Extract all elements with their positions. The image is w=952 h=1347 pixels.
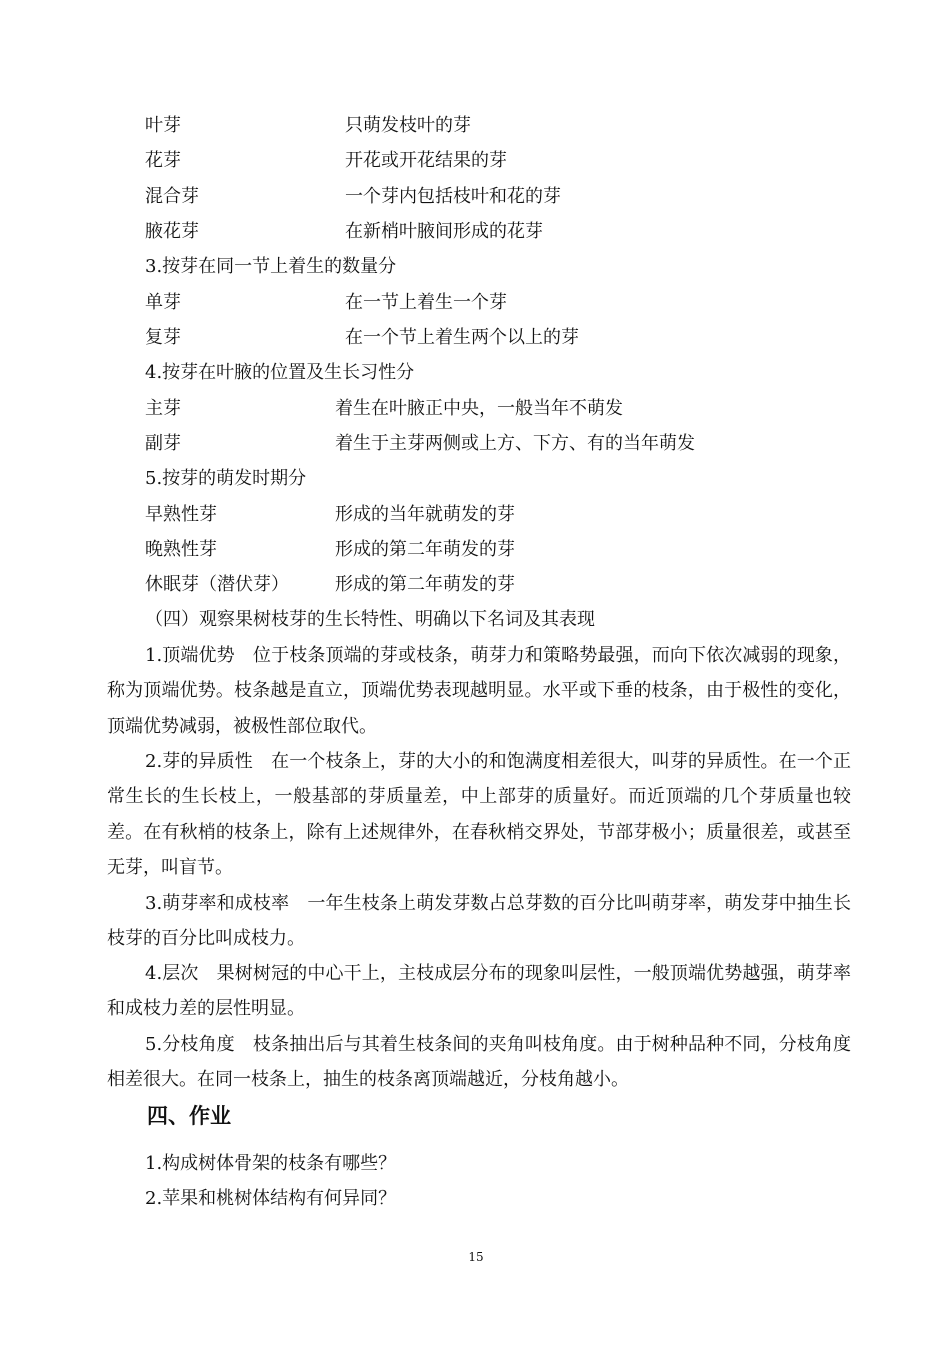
list-item — [0, 500, 952, 530]
paragraph-layering: 4.层次 果树树冠的中心干上，主枝成层分布的现象叫层性，一般顶端优势越强，萌芽率和成枝力差的层性明显。 — [107, 963, 851, 1020]
list-item — [0, 394, 952, 424]
paragraph-sprouting-rate: 3.萌芽率和成枝率 一年生枝条上萌发芽数占总芽数的百分比叫萌芽率，萌发芽中抽生长枝芽的百分比叫成枝力。 — [107, 893, 851, 950]
homework-question: 2.苹果和桃树体结构有何异同？ — [145, 1188, 397, 1209]
definition: 在一节上着生一个芽 — [345, 292, 507, 313]
term: 主芽 — [145, 398, 181, 419]
homework-question: 1.构成树体骨架的枝条有哪些？ — [145, 1153, 397, 1174]
section-title: 3.按芽在同一节上着生的数量分 — [145, 256, 397, 277]
definition: 一个芽内包括枝叶和花的芽 — [345, 186, 561, 207]
definition: 在新梢叶腋间形成的花芽 — [345, 221, 543, 242]
list-item — [0, 429, 952, 459]
list-item — [0, 111, 952, 141]
definition: 形成的第二年萌发的芽 — [335, 574, 515, 595]
term: 复芽 — [145, 327, 181, 348]
list-item — [0, 217, 952, 247]
term: 休眠芽（潜伏芽） — [145, 574, 289, 595]
term: 副芽 — [145, 433, 181, 454]
term: 腋花芽 — [145, 221, 199, 242]
section-title: 5.按芽的萌发时期分 — [145, 468, 307, 489]
definition: 着生在叶腋正中央，一般当年不萌发 — [335, 398, 623, 419]
term: 晚熟性芽 — [145, 539, 217, 560]
definition: 开花或开花结果的芽 — [345, 150, 507, 171]
list-item — [0, 182, 952, 212]
term: 混合芽 — [145, 186, 199, 207]
paragraph-branch-angle: 5.分枝角度 枝条抽出后与其着生枝条间的夹角叫枝角度。由于树种品种不同，分枝角度相差很大。在同一枝条上，抽生的枝条离顶端越近，分枝角越小。 — [107, 1034, 851, 1091]
observe-title: （四）观察果树枝芽的生长特性、明确以下名词及其表现 — [145, 609, 595, 630]
list-item — [0, 323, 952, 353]
definition: 在一个节上着生两个以上的芽 — [345, 327, 579, 348]
paragraph-bud-heterogeneity: 2.芽的异质性 在一个枝条上，芽的大小的和饱满度相差很大，叫芽的异质性。在一个正常生长的生长枝上，一般基部的芽质量差，中上部芽的质量好。而近顶端的几个芽质量也较差。在有秋梢的枝条上，除有上述规律外，在春秋梢交界处，节部芽极小；质量很差，或甚至无芽，叫盲节。 — [107, 751, 851, 879]
list-item — [0, 535, 952, 565]
list-item — [0, 146, 952, 176]
definition: 只萌发枝叶的芽 — [345, 115, 471, 136]
definition: 着生于主芽两侧或上方、下方、有的当年萌发 — [335, 433, 695, 454]
term: 单芽 — [145, 292, 181, 313]
term: 花芽 — [145, 150, 181, 171]
section-title: 4.按芽在叶腋的位置及生长习性分 — [145, 362, 415, 383]
definition: 形成的第二年萌发的芽 — [335, 539, 515, 560]
definition: 形成的当年就萌发的芽 — [335, 504, 515, 525]
list-item — [0, 570, 952, 600]
term: 早熟性芽 — [145, 504, 217, 525]
page-number: 15 — [468, 1250, 484, 1264]
term: 叶芽 — [145, 115, 181, 136]
homework-heading: 四、作业 — [147, 1104, 231, 1128]
paragraph-apical-dominance: 1.顶端优势 位于枝条顶端的芽或枝条，萌芽力和策略势最强，而向下依次减弱的现象，称为顶端优势。枝条越是直立，顶端优势表现越明显。水平或下垂的枝条，由于极性的变化，顶端优势减弱，被极性部位取代。 — [107, 645, 851, 737]
list-item — [0, 288, 952, 318]
